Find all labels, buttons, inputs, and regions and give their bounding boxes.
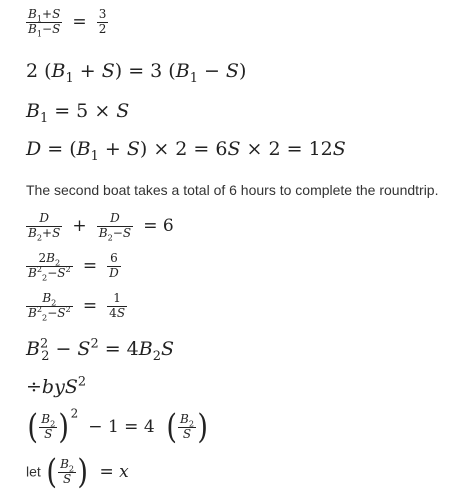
fraction-simplified-lhs: $\frac{B_2}{B^2_2-S^2}$ [28,291,71,323]
fraction-one-over-4s: $\frac{1}{4S}$ [109,291,126,320]
equation-combine-2: $\frac{B_2}{B^2_2-S^2}$ = $\frac{1}{4S}$ [28,291,126,323]
prose-second-boat: The second boat takes a total of 6 hours to complete the roundtrip. [26,182,439,198]
fraction-b2-over-s-rhs: $\frac{B_2}{S}$ [180,411,195,441]
fraction-combined-lhs: $\frac{2B_2}{B^2_2-S^2}$ [28,251,71,283]
equation-quadratic: $B^2_2 - S^2 = 4B_2S$ [26,336,174,364]
fraction-upstream: $\frac{D}{B_2-S}$ [98,211,132,243]
equation-divide-note: ÷byS$^2$ [26,374,87,398]
equation-cross-multiply: 2 $(B_1 + S) = 3$ $(B_1 - S)$ [26,60,247,86]
equation-b1-result: $B_1 = 5 \times S$ [26,100,130,126]
fraction-boat1-ratio: $\frac{B_1+S}{B_1-S}$ [28,7,61,39]
equation-roundtrip: $\frac{D}{B_2+S}$ + $\frac{D}{B_2-S}$ = 6 [28,211,174,243]
equation-ratio-quadratic: ( $\frac{B_2}{S}$ )$^2$ − 1 = 4 ( $\frac{B_2}{S}$ ) [27,406,208,447]
equation-distance: $D = (B_1 + S) \times 2 = 6S \times 2 = 12S$ [26,138,346,164]
let-label: let [26,463,41,480]
fraction-six-over-d: $\frac{6}{D}$ [109,251,119,280]
fraction-b2-over-s: $\frac{B_2}{S}$ [41,411,56,441]
fraction-downstream: $\frac{D}{B_2+S}$ [28,211,61,243]
equation-ratio-given: $\frac{B_1+S}{B_1-S}$ = $\frac{3}{2}$ [28,7,107,39]
equation-substitution: let ( $\frac{B_2}{S}$ ) = x [26,452,129,492]
fraction-three-halves: $\frac{3}{2}$ [98,7,107,36]
equation-combine-1: $\frac{2B_2}{B^2_2-S^2}$ = $\frac{6}{D}$ [28,251,119,283]
fraction-b2-over-s-let: $\frac{B_2}{S}$ [60,456,75,486]
